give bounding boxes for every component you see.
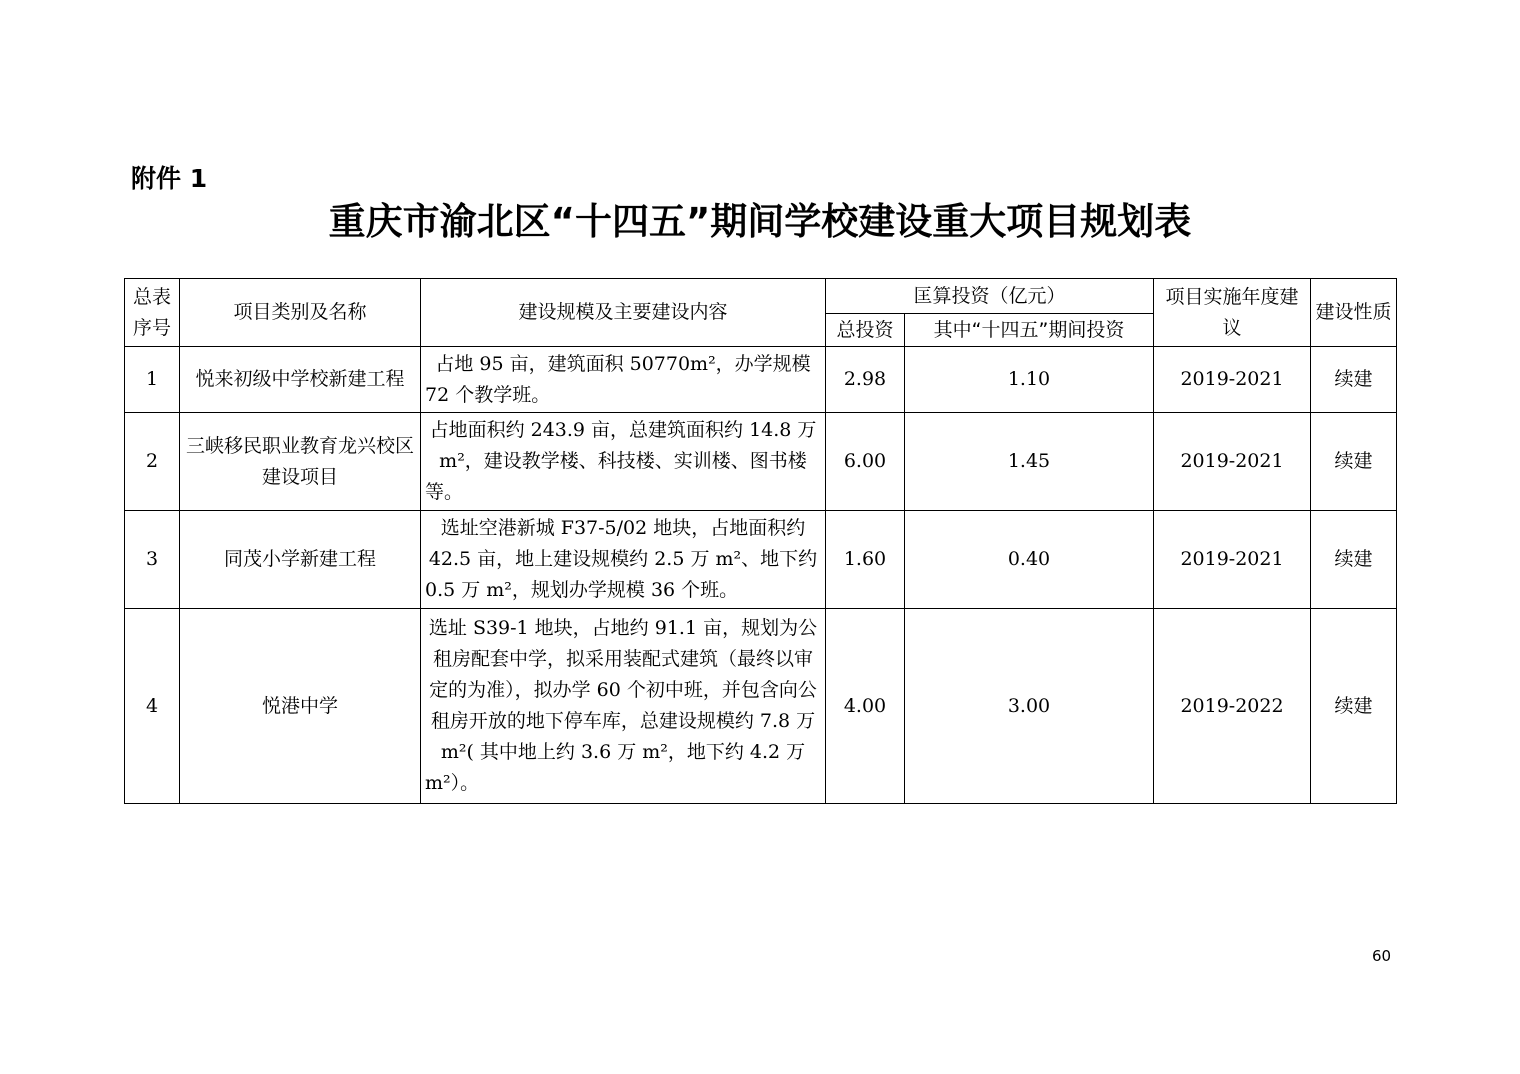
- page-number: 60: [1372, 947, 1392, 965]
- header-construction-content: 建设规模及主要建设内容: [421, 279, 826, 347]
- table-row: [125, 511, 1397, 609]
- row-serial: 4: [125, 609, 180, 804]
- header-project-name: 项目类别及名称: [180, 279, 421, 347]
- header-implementation-years: 项目实施年度建议: [1154, 279, 1311, 347]
- header-construction-nature: 建设性质: [1311, 279, 1397, 347]
- row-construction-content: 占地面积约 243.9 亩，总建筑面积约 14.8 万 m²，建设教学楼、科技楼、实训楼、图书楼等。: [421, 413, 826, 511]
- row-project-name: 三峡移民职业教育龙兴校区建设项目: [180, 413, 421, 511]
- header-serial: 总表序号: [125, 279, 180, 347]
- header-investment-group: 匡算投资（亿元）: [826, 279, 1154, 314]
- table-header: [125, 279, 1397, 347]
- table-row: [125, 347, 1397, 413]
- header-total-investment: 总投资: [826, 314, 905, 347]
- row-period-investment: 3.00: [905, 609, 1154, 804]
- row-construction-content: 选址空港新城 F37-5/02 地块，占地面积约 42.5 亩，地上建设规模约 2.5 万 m²、地下约 0.5 万 m²，规划办学规模 36 个班。: [421, 511, 826, 609]
- row-period-investment: 1.10: [905, 347, 1154, 413]
- row-serial: 3: [125, 511, 180, 609]
- table-row: [125, 609, 1397, 804]
- row-implementation-years: 2019-2021: [1154, 413, 1311, 511]
- row-implementation-years: 2019-2021: [1154, 347, 1311, 413]
- row-total-investment: 6.00: [826, 413, 905, 511]
- row-total-investment: 1.60: [826, 511, 905, 609]
- table-row: [125, 413, 1397, 511]
- row-project-name: 悦来初级中学校新建工程: [180, 347, 421, 413]
- row-implementation-years: 2019-2022: [1154, 609, 1311, 804]
- row-construction-nature: 续建: [1311, 413, 1397, 511]
- header-row-top: [125, 279, 1397, 314]
- row-serial: 1: [125, 347, 180, 413]
- header-period-investment: 其中“十四五”期间投资: [905, 314, 1154, 347]
- attachment-label: 附件 1: [131, 164, 208, 193]
- row-construction-nature: 续建: [1311, 609, 1397, 804]
- project-plan-table: [124, 278, 1397, 804]
- document-title: 重庆市渝北区“十四五”期间学校建设重大项目规划表: [328, 200, 1192, 243]
- row-period-investment: 1.45: [905, 413, 1154, 511]
- row-construction-content: 占地 95 亩，建筑面积 50770m²，办学规模 72 个教学班。: [421, 347, 826, 413]
- row-construction-nature: 续建: [1311, 511, 1397, 609]
- table-body: [125, 347, 1397, 804]
- row-period-investment: 0.40: [905, 511, 1154, 609]
- row-construction-nature: 续建: [1311, 347, 1397, 413]
- row-construction-content: 选址 S39-1 地块，占地约 91.1 亩，规划为公租房配套中学，拟采用装配式建筑（最终以审定的为准），拟办学 60 个初中班，并包含向公租房开放的地下停车库，总建设规模约 7.8 万 m²( 其中地上约 3.6 万 m²，地下约 4.2 万 m²）。: [421, 609, 826, 804]
- row-implementation-years: 2019-2021: [1154, 511, 1311, 609]
- row-project-name: 同茂小学新建工程: [180, 511, 421, 609]
- row-total-investment: 4.00: [826, 609, 905, 804]
- row-serial: 2: [125, 413, 180, 511]
- row-total-investment: 2.98: [826, 347, 905, 413]
- row-project-name: 悦港中学: [180, 609, 421, 804]
